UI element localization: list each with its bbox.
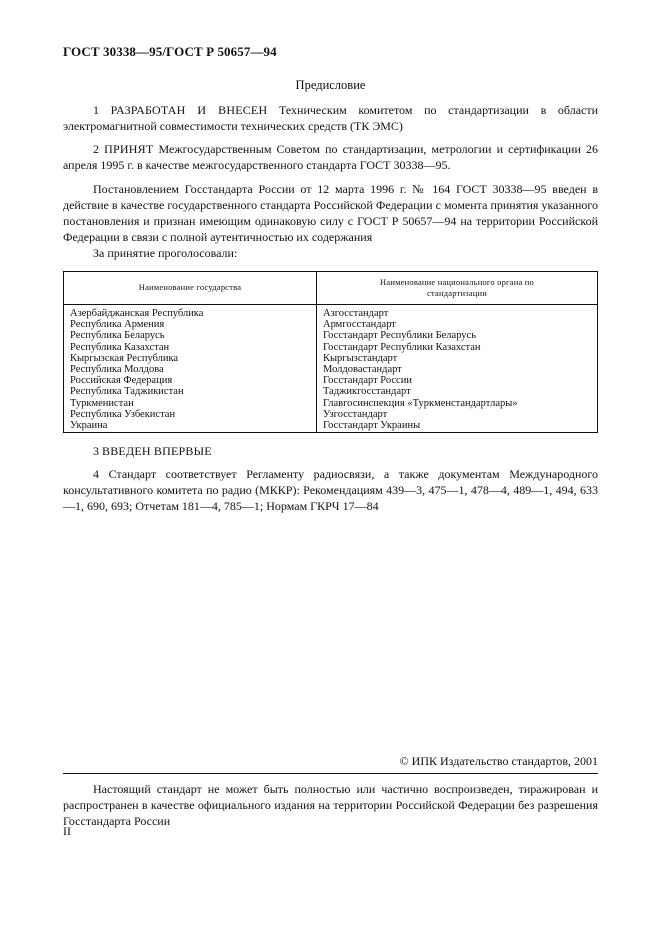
paragraph-1 — [63, 102, 598, 134]
table-row — [64, 342, 598, 353]
standards-body: Госстандарт Украины — [317, 420, 598, 433]
standards-body: Главгосинспекция «Туркменстандартлары» — [317, 398, 598, 409]
reproduction-notice: Настоящий стандарт не может быть полностью или частично воспроизведен, тиражирован и распространен в качестве официального издания на территории Российской Федерации без разрешения Госстандарта России — [63, 782, 598, 828]
paragraph-4-number: 4 — [93, 467, 99, 481]
paragraph-2-number: 2 — [93, 142, 99, 156]
state-name: Республика Казахстан — [64, 342, 317, 353]
state-name: Республика Беларусь — [64, 330, 317, 341]
standards-body: Узгосстандарт — [317, 409, 598, 420]
table-row — [64, 319, 598, 330]
copyright-notice: © ИПК Издательство стандартов, 2001 — [399, 754, 598, 768]
state-name: Республика Таджикистан — [64, 386, 317, 397]
table-row — [64, 364, 598, 375]
state-name: Республика Узбекистан — [64, 409, 317, 420]
state-name: Украина — [64, 420, 317, 433]
standards-body: Госстандарт Республики Казахстан — [317, 342, 598, 353]
voting-states-table — [63, 271, 598, 433]
paragraph-2-heading: ПРИНЯТ — [104, 142, 154, 156]
paragraph-decree: Постановлением Госстандарта России от 12 марта 1996 г. № 164 ГОСТ 30338—95 введен в действие в качестве государственного стандарта Российской Федерации с момента принятия указанного постановления и признан имеющим одинаковую силу с ГОСТ Р 50657—94 на территории Российской Федерации в связи с полной аутентичностью их содержания — [63, 182, 598, 244]
paragraph-4-text: Стандарт соответствует Регламенту радиосвязи, а также документам Международного консультативного комитета по радио (МККР): Рекомендациям 439—3, 475—1, 478—4, 489—1, 494, 633—1, 690, 693; Отчетам 181—4, 785—1; Нормам ГКРЧ 17—84 — [63, 467, 598, 513]
table-row — [64, 353, 598, 364]
document-code-header: ГОСТ 30338—95/ГОСТ Р 50657—94 — [63, 44, 277, 59]
paragraph-4 — [63, 466, 598, 514]
standards-body: Госстандарт Республики Беларусь — [317, 330, 598, 341]
standards-body: Армгосстандарт — [317, 319, 598, 330]
table-header-body-text: Наименование национального органа по стандартизации — [380, 276, 534, 298]
state-name: Российская Федерация — [64, 375, 317, 386]
table-row — [64, 398, 598, 409]
footer-divider — [63, 773, 598, 774]
standards-body: Госстандарт России — [317, 375, 598, 386]
standards-body: Азгосстандарт — [317, 305, 598, 320]
table-row — [64, 420, 598, 433]
state-name: Кыргызская Республика — [64, 353, 317, 364]
state-name: Туркменистан — [64, 398, 317, 409]
standards-body: Кыргызстандарт — [317, 353, 598, 364]
state-name: Азербайджанская Республика — [64, 305, 317, 320]
table-row — [64, 409, 598, 420]
standards-body: Таджикгосстандарт — [317, 386, 598, 397]
paragraph-3 — [63, 443, 598, 459]
paragraph-2-text: Межгосударственным Советом по стандартизации, метрологии и сертификации 26 апреля 1995 г. в качестве межгосударственного стандарта ГОСТ 30338—95. — [63, 142, 599, 172]
paragraph-voted: За принятие проголосовали: — [93, 246, 238, 260]
paragraph-1-heading: РАЗРАБОТАН И ВНЕСЕН — [110, 103, 268, 117]
table-header-row — [64, 272, 598, 305]
paragraph-3-heading: ВВЕДЕН ВПЕРВЫЕ — [102, 444, 212, 458]
table-row — [64, 330, 598, 341]
paragraph-1-text: Техническим комитетом по стандартизации в области электромагнитной совместимости технических средств (ТК ЭМС) — [63, 103, 599, 133]
table-header-state: Наименование государства — [64, 272, 317, 305]
table-header-body — [317, 272, 598, 305]
table-row — [64, 305, 598, 320]
paragraph-3-number: 3 — [93, 444, 99, 458]
paragraph-2 — [63, 141, 598, 173]
page-number: II — [63, 824, 71, 838]
state-name: Республика Молдова — [64, 364, 317, 375]
state-name: Республика Армения — [64, 319, 317, 330]
table-row — [64, 375, 598, 386]
paragraph-1-number: 1 — [93, 103, 99, 117]
standards-body: Молдовастандарт — [317, 364, 598, 375]
page-title: Предисловие — [295, 78, 366, 92]
table-row — [64, 386, 598, 397]
